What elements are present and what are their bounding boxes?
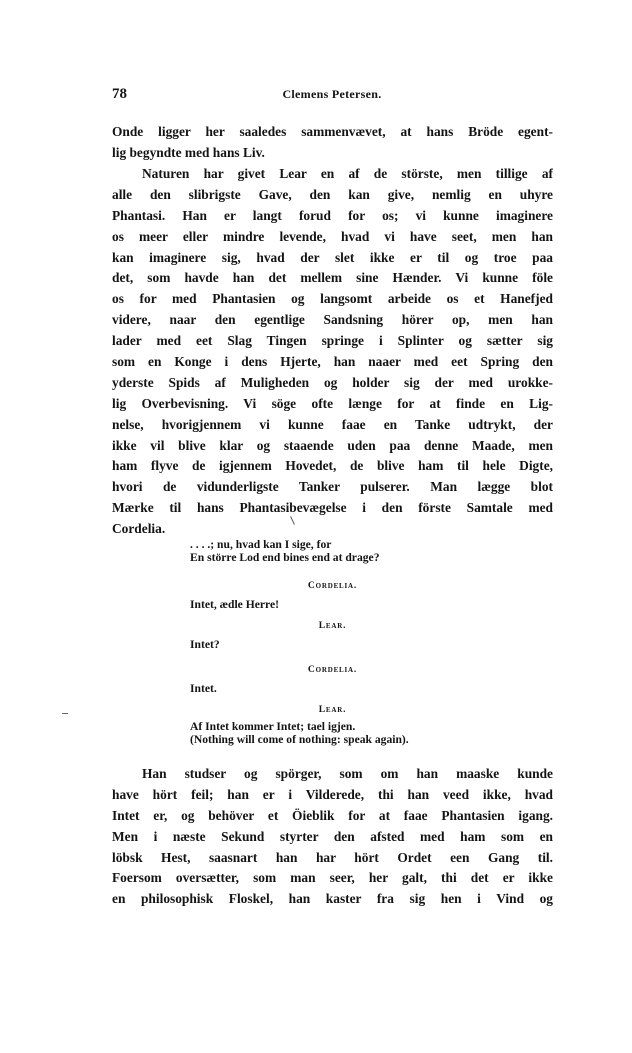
text-line: Mærke til hans Phantasibevægelse i den förste Samtale med xyxy=(112,500,553,516)
verse-line: . . . .; nu, hvad kan I sige, for xyxy=(190,538,332,551)
text-line: lader med eet Slag Tingen springe i Splinter og sætter sig xyxy=(112,333,553,349)
text-line: os meer eller mindre levende, hvad vi have seet, men han xyxy=(112,228,553,244)
text-line: löbsk Hest, saasnart han har hört Ordet een Gang til. xyxy=(112,849,553,865)
text-line: nelse, hvorigjennem vi kunne faae en Tanke udtrykt, der xyxy=(112,416,553,432)
speaker-lear: Lear. xyxy=(318,620,347,631)
text-line: alle den slibrigste Gave, den kan give, nemlig en uhyre xyxy=(112,186,553,202)
paragraph-closing xyxy=(112,764,553,910)
speaker-lear: Lear. xyxy=(318,704,347,715)
quote-cordelia-2 xyxy=(190,682,550,695)
text-line: Intet er, og behöver et Öieblik for at faae Phantasien igang. xyxy=(112,807,553,823)
text-line: lig Overbevisning. Vi söge ofte længe for at finde en Lig- xyxy=(112,395,553,411)
text-line: som en Konge i dens Hjerte, han naaer med eet Spring den xyxy=(112,354,553,370)
quote-lear-1 xyxy=(190,538,550,564)
text-line: Onde ligger her saaledes sammenvævet, at hans Bröde egent- xyxy=(112,124,553,139)
verse-line: Intet, ædle Herre! xyxy=(190,598,279,611)
text-line: have hört feil; han er i Vilderede, thi han veed ikke, hvad xyxy=(112,786,553,802)
paragraph-opening xyxy=(112,122,553,164)
quote-lear-2 xyxy=(190,638,550,651)
text-line: ham flyve de igjennem Hovedet, de blive ham til hele Digte, xyxy=(112,458,553,474)
margin-mark xyxy=(62,713,68,714)
page-number: 78 xyxy=(112,86,127,102)
text-line: kan imaginere sig, hvad der slet ikke er til og troe paa xyxy=(112,249,553,265)
page-header xyxy=(112,86,552,106)
text-line: videre, naar den egentlige Sandsning hörer op, men han xyxy=(112,312,553,328)
running-head: Clemens Petersen. xyxy=(282,87,382,101)
text-line: os for med Phantasien og langsomt arbeide os et Hanefjed xyxy=(112,291,553,307)
quote-lear-3 xyxy=(190,720,550,746)
text-line: Naturen har givet Lear en af de störste, men tillige af xyxy=(142,166,553,181)
speaker-cordelia: Cordelia. xyxy=(307,664,358,675)
text-line: Foersom oversætter, som man seer, her galt, thi det er ikke xyxy=(112,870,553,886)
speaker-cordelia: Cordelia. xyxy=(307,580,358,591)
verse-line: Af Intet kommer Intet; tael igjen. xyxy=(190,720,356,733)
text-line: Men i næste Sekund styrter den afsted med ham som en xyxy=(112,828,553,844)
text-line: det, som havde han det mellem sine Hænder. Vi kunne föle xyxy=(112,270,553,286)
verse-line: Intet. xyxy=(190,682,217,695)
text-line: Han studser og spörger, som om han maaske kunde xyxy=(142,766,553,781)
verse-line: En större Lod end bines end at drage? xyxy=(190,551,380,564)
text-line: hvori de vidunderligste Tanker pulserer. Man lægge blot xyxy=(112,479,553,495)
text-line: Cordelia. xyxy=(112,521,166,537)
verse-line: Intet? xyxy=(190,638,220,651)
text-line: Phantasi. Han er langt forud for os; vi kunne imaginere xyxy=(112,207,553,223)
text-line: en philosophisk Floskel, han kaster fra sig hen i Vind og xyxy=(112,891,553,907)
text-line: lig begyndte med hans Liv. xyxy=(112,144,265,160)
verse-line: (Nothing will come of nothing: speak again). xyxy=(190,733,409,746)
quote-cordelia-1 xyxy=(190,598,550,611)
text-line: ikke vil blive klar og staaende uden paa denne Maade, men xyxy=(112,437,553,453)
text-line: yderste Spids af Muligheden og holder sig der med urokke- xyxy=(112,374,553,390)
paragraph-phantasy xyxy=(112,164,553,540)
